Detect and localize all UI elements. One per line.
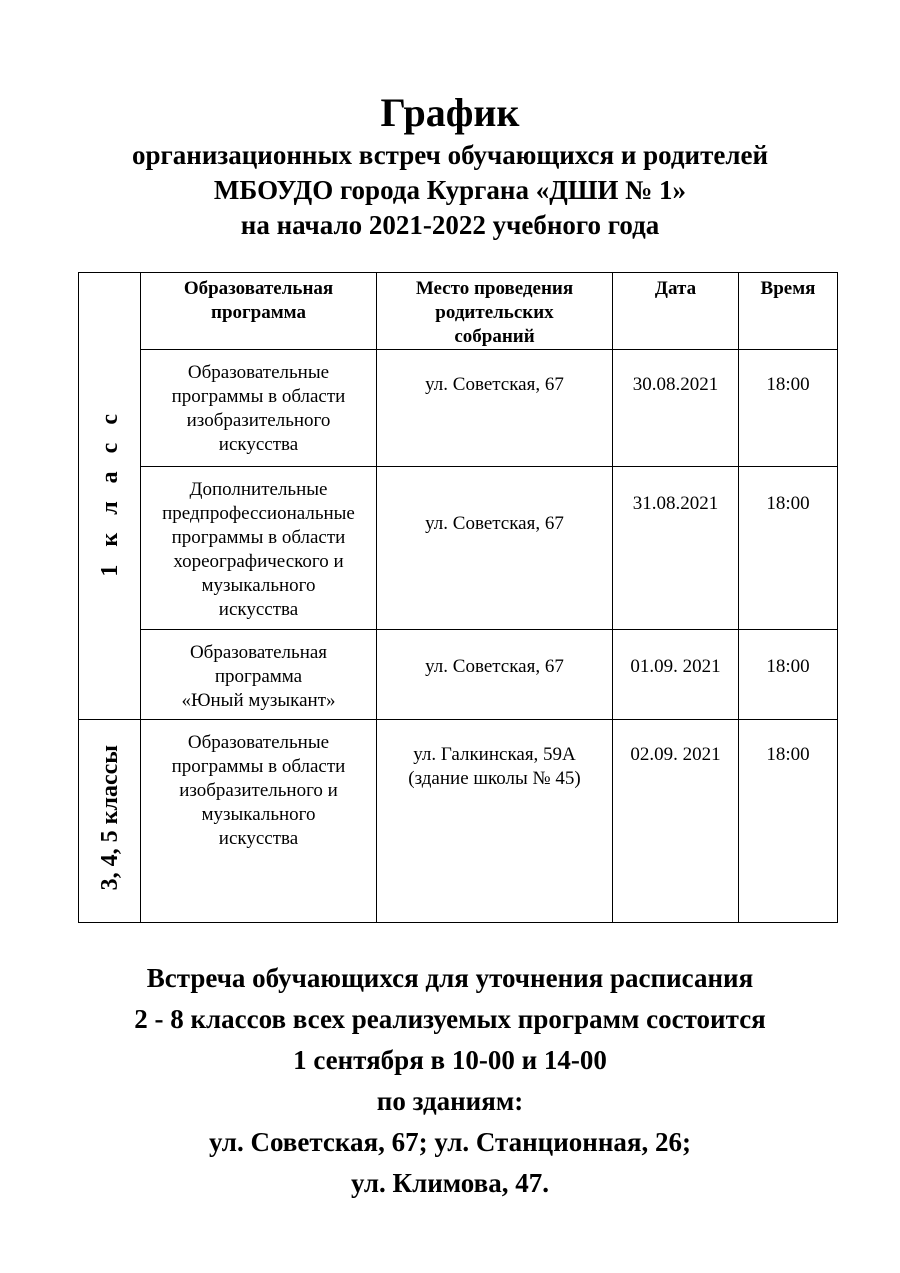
page-title: График bbox=[380, 90, 520, 135]
footer-line: 1 сентября в 10-00 и 14-00 bbox=[293, 1045, 607, 1075]
footer-announcement bbox=[0, 958, 900, 1204]
table-row bbox=[79, 350, 838, 467]
subtitle-line: организационных встреч обучающихся и родителей bbox=[131, 140, 769, 170]
time-cell: 18:00 bbox=[739, 720, 838, 923]
program-cell: Дополнительные предпрофессиональные программы в области хореографического и музыкального искусства bbox=[141, 467, 377, 630]
table-row bbox=[79, 630, 838, 720]
header-time: Время bbox=[739, 273, 838, 350]
header-place: Место проведения родительских собраний bbox=[377, 273, 613, 350]
place-cell: ул. Советская, 67 bbox=[377, 467, 613, 630]
date-cell: 01.09. 2021 bbox=[613, 630, 739, 720]
table-row bbox=[79, 467, 838, 630]
footer-line: по зданиям: bbox=[376, 1086, 524, 1116]
footer-line: ул. Климова, 47. bbox=[351, 1168, 549, 1198]
place-cell: ул. Галкинская, 59А (здание школы № 45) bbox=[377, 720, 613, 923]
time-cell: 18:00 bbox=[739, 350, 838, 467]
date-cell: 30.08.2021 bbox=[613, 350, 739, 467]
time-cell: 18:00 bbox=[739, 630, 838, 720]
date-cell: 02.09. 2021 bbox=[613, 720, 739, 923]
group-label: 3, 4, 5 классы bbox=[96, 744, 123, 891]
header-program: Образовательная программа bbox=[141, 273, 377, 350]
subtitle-line: МБОУДО города Кургана «ДШИ № 1» bbox=[213, 175, 687, 205]
footer-line: Встреча обучающихся для уточнения расписания bbox=[146, 963, 754, 993]
time-cell: 18:00 bbox=[739, 467, 838, 630]
group-cell-1-class bbox=[79, 273, 141, 720]
program-cell: Образовательная программа «Юный музыкант» bbox=[141, 630, 377, 720]
place-cell: ул. Советская, 67 bbox=[377, 350, 613, 467]
group-label: 1 к л а с с bbox=[96, 408, 123, 577]
date-cell: 31.08.2021 bbox=[613, 467, 739, 630]
footer-line: ул. Советская, 67; ул. Станционная, 26; bbox=[208, 1127, 692, 1157]
table-header-row bbox=[79, 273, 838, 350]
header-date: Дата bbox=[613, 273, 739, 350]
table-row bbox=[79, 720, 838, 923]
footer-line: 2 - 8 классов всех реализуемых программ состоится bbox=[134, 1004, 766, 1034]
schedule-table bbox=[78, 272, 838, 923]
subtitle-line: на начало 2021-2022 учебного года bbox=[240, 210, 660, 240]
program-cell: Образовательные программы в области изобразительного искусства bbox=[141, 350, 377, 467]
group-cell-3-4-5-classes bbox=[79, 720, 141, 923]
program-cell: Образовательные программы в области изобразительного и музыкального искусства bbox=[141, 720, 377, 923]
subtitle bbox=[0, 138, 900, 243]
place-cell: ул. Советская, 67 bbox=[377, 630, 613, 720]
